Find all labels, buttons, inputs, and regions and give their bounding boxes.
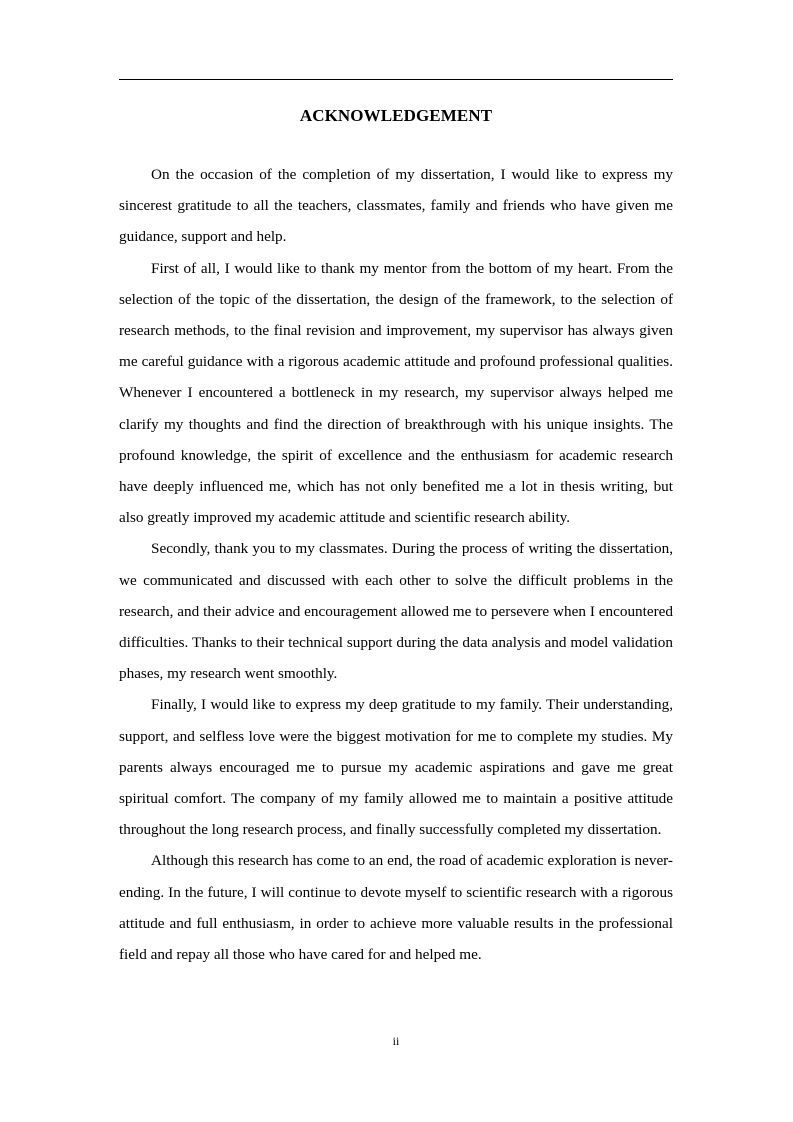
- paragraph-closing: Although this research has come to an end, the road of academic exploration is never-ending. In the future, I will continue to devote myself to scientific research with a rigorous attitude and full enthusiasm, in order to achieve more valuable results in the professional field and repay all those who have cared for and helped me.: [119, 852, 673, 964]
- paragraph-classmates: Secondly, thank you to my classmates. During the process of writing the dissertation, we communicated and discussed with each other to solve the difficult problems in the research, and their advice and encouragement allowed me to persevere when I encountered difficulties. Thanks to their technical support during the data analysis and model validation phases, my research went smoothly.: [119, 540, 673, 683]
- paragraph-family: Finally, I would like to express my deep gratitude to my family. Their understanding, support, and selfless love were the biggest motivation for me to complete my studies. My parents always encouraged me to pursue my academic aspirations and gave me great spiritual comfort. The company of my family allowed me to maintain a positive attitude throughout the long research process, and finally successfully completed my dissertation.: [119, 696, 673, 839]
- page-title: ACKNOWLEDGEMENT: [299, 106, 493, 125]
- paragraph-opening: On the occasion of the completion of my dissertation, I would like to express my sincerest gratitude to all the teachers, classmates, family and friends who have given me guidance, support and help.: [119, 166, 673, 246]
- page-number: ii: [392, 1034, 400, 1048]
- header-rule: [119, 79, 673, 80]
- paragraph-mentor: First of all, I would like to thank my mentor from the bottom of my heart. From the selection of the topic of the dissertation, the design of the framework, to the selection of research methods, to the final revision and improvement, my supervisor has always given me careful guidance with a rigorous academic attitude and profound professional qualities. Whenever I encountered a bottleneck in my research, my supervisor always helped me clarify my thoughts and find the direction of breakthrough with his unique insights. The profound knowledge, the spirit of excellence and the enthusiasm for academic research have deeply influenced me, which has not only benefited me a lot in thesis writing, but also greatly improved my academic attitude and scientific research ability.: [119, 259, 673, 527]
- acknowledgement-body: [119, 159, 673, 970]
